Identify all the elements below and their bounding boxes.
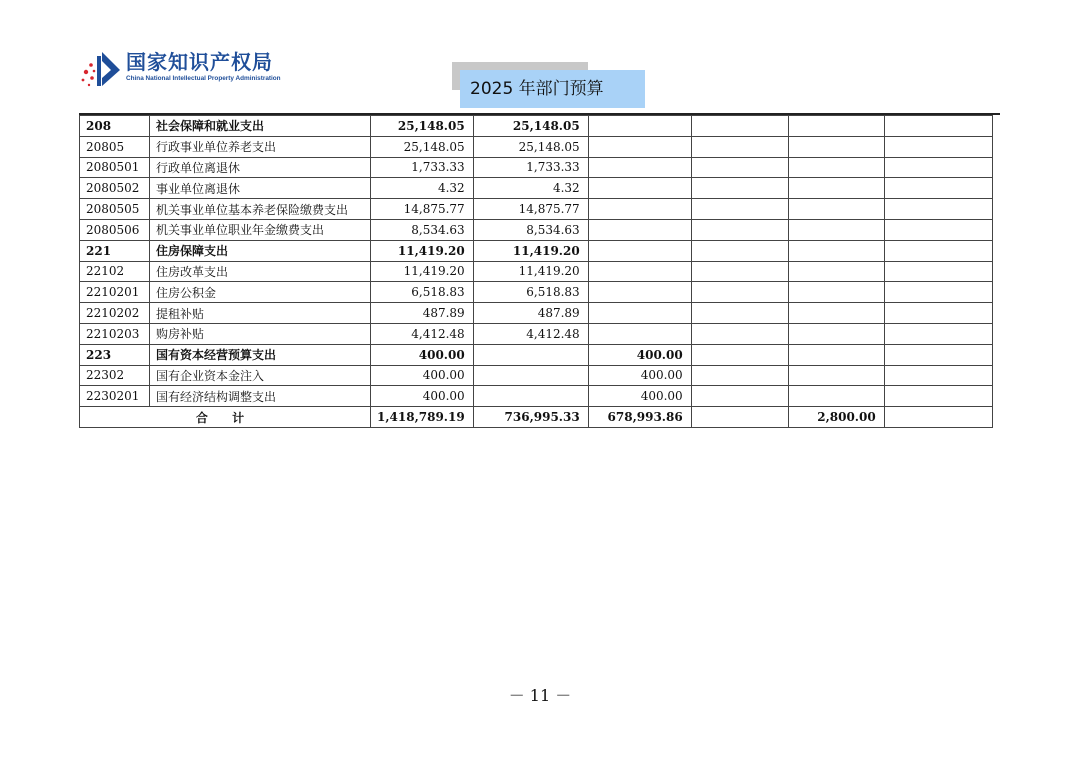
cell-c4 <box>691 199 788 220</box>
cell-c5 <box>788 282 884 303</box>
cell-c5 <box>788 344 884 365</box>
cell-c1: 6,518.83 <box>371 282 474 303</box>
cell-name: 提租补贴 <box>150 303 371 324</box>
cell-c4 <box>691 303 788 324</box>
table-row <box>80 178 993 199</box>
cell-c5 <box>788 219 884 240</box>
cell-c2: 4,412.48 <box>473 323 588 344</box>
cell-code: 223 <box>80 344 150 365</box>
total-c3: 678,993.86 <box>588 407 691 428</box>
cell-c3 <box>588 157 691 178</box>
budget-table <box>79 115 993 428</box>
total-c4 <box>691 407 788 428</box>
cell-name: 行政事业单位养老支出 <box>150 136 371 157</box>
table-row <box>80 282 993 303</box>
cell-name: 购房补贴 <box>150 323 371 344</box>
cell-c4 <box>691 116 788 137</box>
cell-c6 <box>884 136 992 157</box>
total-c1: 1,418,789.19 <box>371 407 474 428</box>
table-row <box>80 199 993 220</box>
table-row <box>80 261 993 282</box>
cell-c2: 11,419.20 <box>473 240 588 261</box>
cell-code: 2080501 <box>80 157 150 178</box>
cell-c5 <box>788 116 884 137</box>
document-title: 2025 年部门预算 <box>460 70 645 108</box>
cell-c1: 4,412.48 <box>371 323 474 344</box>
cell-code: 2230201 <box>80 386 150 407</box>
cell-name: 国有企业资本金注入 <box>150 365 371 386</box>
cell-code: 2080502 <box>80 178 150 199</box>
cell-c5 <box>788 323 884 344</box>
cell-c6 <box>884 240 992 261</box>
cell-c6 <box>884 323 992 344</box>
cell-c4 <box>691 344 788 365</box>
cell-name: 住房公积金 <box>150 282 371 303</box>
cell-c4 <box>691 323 788 344</box>
cell-name: 国有经济结构调整支出 <box>150 386 371 407</box>
cell-c2: 1,733.33 <box>473 157 588 178</box>
cell-c6 <box>884 116 992 137</box>
cell-c1: 25,148.05 <box>371 136 474 157</box>
cell-c4 <box>691 157 788 178</box>
cell-code: 20805 <box>80 136 150 157</box>
cell-c4 <box>691 136 788 157</box>
cell-c4 <box>691 240 788 261</box>
table-row <box>80 323 993 344</box>
cell-c1: 11,419.20 <box>371 240 474 261</box>
table-row <box>80 157 993 178</box>
cell-c6 <box>884 219 992 240</box>
cell-code: 22302 <box>80 365 150 386</box>
cell-c3: 400.00 <box>588 365 691 386</box>
table-row <box>80 303 993 324</box>
cell-c5 <box>788 157 884 178</box>
cell-c5 <box>788 240 884 261</box>
total-c5: 2,800.00 <box>788 407 884 428</box>
cell-name: 机关事业单位职业年金缴费支出 <box>150 219 371 240</box>
cell-code: 221 <box>80 240 150 261</box>
cell-c2 <box>473 386 588 407</box>
table-row <box>80 116 993 137</box>
cell-c2: 11,419.20 <box>473 261 588 282</box>
cell-c3 <box>588 219 691 240</box>
cell-c2 <box>473 365 588 386</box>
cell-c3: 400.00 <box>588 344 691 365</box>
cell-c3 <box>588 199 691 220</box>
cell-name: 事业单位离退休 <box>150 178 371 199</box>
cell-c6 <box>884 282 992 303</box>
table-row <box>80 240 993 261</box>
cell-c2: 14,875.77 <box>473 199 588 220</box>
cell-c1: 487.89 <box>371 303 474 324</box>
table-row <box>80 365 993 386</box>
cell-c3 <box>588 303 691 324</box>
cell-code: 22102 <box>80 261 150 282</box>
cell-name: 住房改革支出 <box>150 261 371 282</box>
cell-c5 <box>788 386 884 407</box>
emblem-icon <box>80 50 122 88</box>
cell-c1: 400.00 <box>371 365 474 386</box>
cell-name: 国有资本经营预算支出 <box>150 344 371 365</box>
cell-c5 <box>788 303 884 324</box>
cell-c3: 400.00 <box>588 386 691 407</box>
cell-c5 <box>788 178 884 199</box>
cell-c3 <box>588 261 691 282</box>
cell-c1: 4.32 <box>371 178 474 199</box>
cell-c6 <box>884 386 992 407</box>
org-name-en: China National Intellectual Property Administration <box>126 75 281 82</box>
cell-c6 <box>884 178 992 199</box>
cell-code: 2080506 <box>80 219 150 240</box>
cell-c3 <box>588 136 691 157</box>
table-row <box>80 136 993 157</box>
table-row <box>80 219 993 240</box>
cell-code: 2210203 <box>80 323 150 344</box>
cell-c1: 11,419.20 <box>371 261 474 282</box>
cell-c6 <box>884 157 992 178</box>
cell-c6 <box>884 303 992 324</box>
cell-c1: 8,534.63 <box>371 219 474 240</box>
total-label: 合 计 <box>80 407 371 428</box>
cell-c2: 25,148.05 <box>473 136 588 157</box>
cell-name: 住房保障支出 <box>150 240 371 261</box>
cell-c4 <box>691 178 788 199</box>
cell-c2: 6,518.83 <box>473 282 588 303</box>
cell-c6 <box>884 199 992 220</box>
page-number: － 11 － <box>508 686 572 705</box>
total-c6 <box>884 407 992 428</box>
cell-code: 2080505 <box>80 199 150 220</box>
cell-c3 <box>588 178 691 199</box>
cell-c3 <box>588 282 691 303</box>
cell-code: 208 <box>80 116 150 137</box>
cell-c1: 400.00 <box>371 344 474 365</box>
cell-c5 <box>788 365 884 386</box>
cell-c6 <box>884 344 992 365</box>
cell-c4 <box>691 386 788 407</box>
cell-c2: 25,148.05 <box>473 116 588 137</box>
table-row <box>80 344 993 365</box>
cell-name: 机关事业单位基本养老保险缴费支出 <box>150 199 371 220</box>
total-c2: 736,995.33 <box>473 407 588 428</box>
cell-c2: 487.89 <box>473 303 588 324</box>
cell-code: 2210202 <box>80 303 150 324</box>
org-name-cn: 国家知识产权局 <box>126 50 273 74</box>
cell-name: 行政单位离退休 <box>150 157 371 178</box>
org-logo <box>80 44 300 92</box>
cell-c4 <box>691 261 788 282</box>
cell-c5 <box>788 261 884 282</box>
cell-code: 2210201 <box>80 282 150 303</box>
table-row <box>80 386 993 407</box>
cell-c1: 1,733.33 <box>371 157 474 178</box>
cell-c2: 4.32 <box>473 178 588 199</box>
cell-c4 <box>691 219 788 240</box>
cell-c4 <box>691 282 788 303</box>
cell-c6 <box>884 261 992 282</box>
cell-c3 <box>588 323 691 344</box>
cell-c1: 14,875.77 <box>371 199 474 220</box>
cell-c1: 400.00 <box>371 386 474 407</box>
cell-c5 <box>788 136 884 157</box>
cell-c2: 8,534.63 <box>473 219 588 240</box>
cell-name: 社会保障和就业支出 <box>150 116 371 137</box>
cell-c4 <box>691 365 788 386</box>
cell-c6 <box>884 365 992 386</box>
cell-c2 <box>473 344 588 365</box>
cell-c5 <box>788 199 884 220</box>
total-row <box>80 407 993 428</box>
cell-c3 <box>588 116 691 137</box>
cell-c1: 25,148.05 <box>371 116 474 137</box>
cell-c3 <box>588 240 691 261</box>
